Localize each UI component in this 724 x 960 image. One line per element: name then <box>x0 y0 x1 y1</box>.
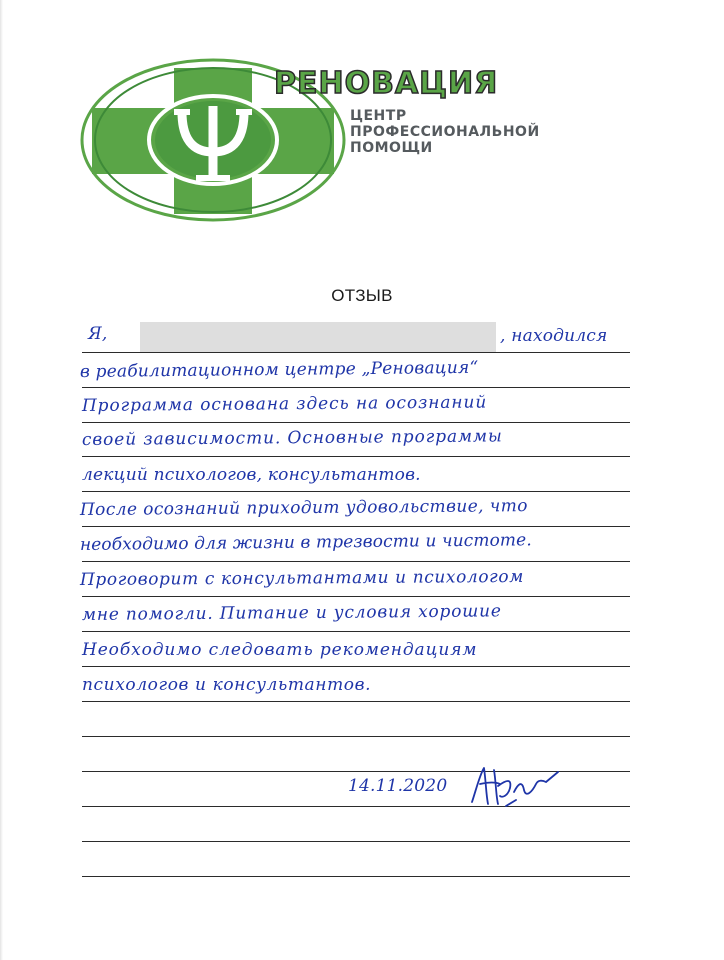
logo-subtitle-line-2: ПРОФЕССИОНАЛЬНОЙ <box>350 124 540 140</box>
rule-line <box>82 876 630 877</box>
logo-title: РЕНОВАЦИЯ <box>274 66 499 101</box>
review-line-11: психологов и консультантов. <box>82 675 372 695</box>
rule-line <box>82 526 630 527</box>
rule-line <box>82 596 630 597</box>
rule-line <box>82 841 630 842</box>
review-line-7: необходимо для жизни в трезвости и чистоте. <box>79 530 532 555</box>
review-line-1-tail: , находился <box>500 326 608 346</box>
review-date: 14.11.2020 <box>348 776 448 796</box>
rule-line <box>82 666 630 667</box>
review-line-9: мне помогли. Питание и условия хорошие <box>81 601 502 625</box>
rule-line <box>82 736 630 737</box>
review-line-5: лекций психологов, консультантов. <box>82 465 421 485</box>
rule-line <box>82 631 630 632</box>
logo-subtitle-line-1: ЦЕНТР <box>350 108 407 124</box>
redaction-block <box>140 322 496 352</box>
review-line-4: своей зависимости. Основные программы <box>81 426 503 450</box>
review-line-1-start: Я, <box>88 324 108 344</box>
page-title: ОТЗЫВ <box>331 286 393 305</box>
review-line-1 <box>88 324 108 344</box>
review-line-2: в реабилитационном центре „Реновация“ <box>79 357 479 382</box>
rule-line <box>82 701 630 702</box>
rule-line <box>82 352 630 353</box>
signature <box>466 762 576 810</box>
logo-subtitle-line-3: ПОМОЩИ <box>350 140 433 156</box>
rule-line <box>82 561 630 562</box>
review-line-3: Программа основана здесь на осознаний <box>81 392 488 416</box>
rule-line <box>82 491 630 492</box>
rule-line <box>82 387 630 388</box>
rule-line <box>82 456 630 457</box>
review-line-8: Проговорит с консультантами и психологом <box>79 566 524 590</box>
rule-line <box>82 422 630 423</box>
review-line-10: Необходимо следовать рекомендациям <box>82 640 478 660</box>
review-line-6: После осознаний приходит удовольствие, что <box>79 496 528 520</box>
